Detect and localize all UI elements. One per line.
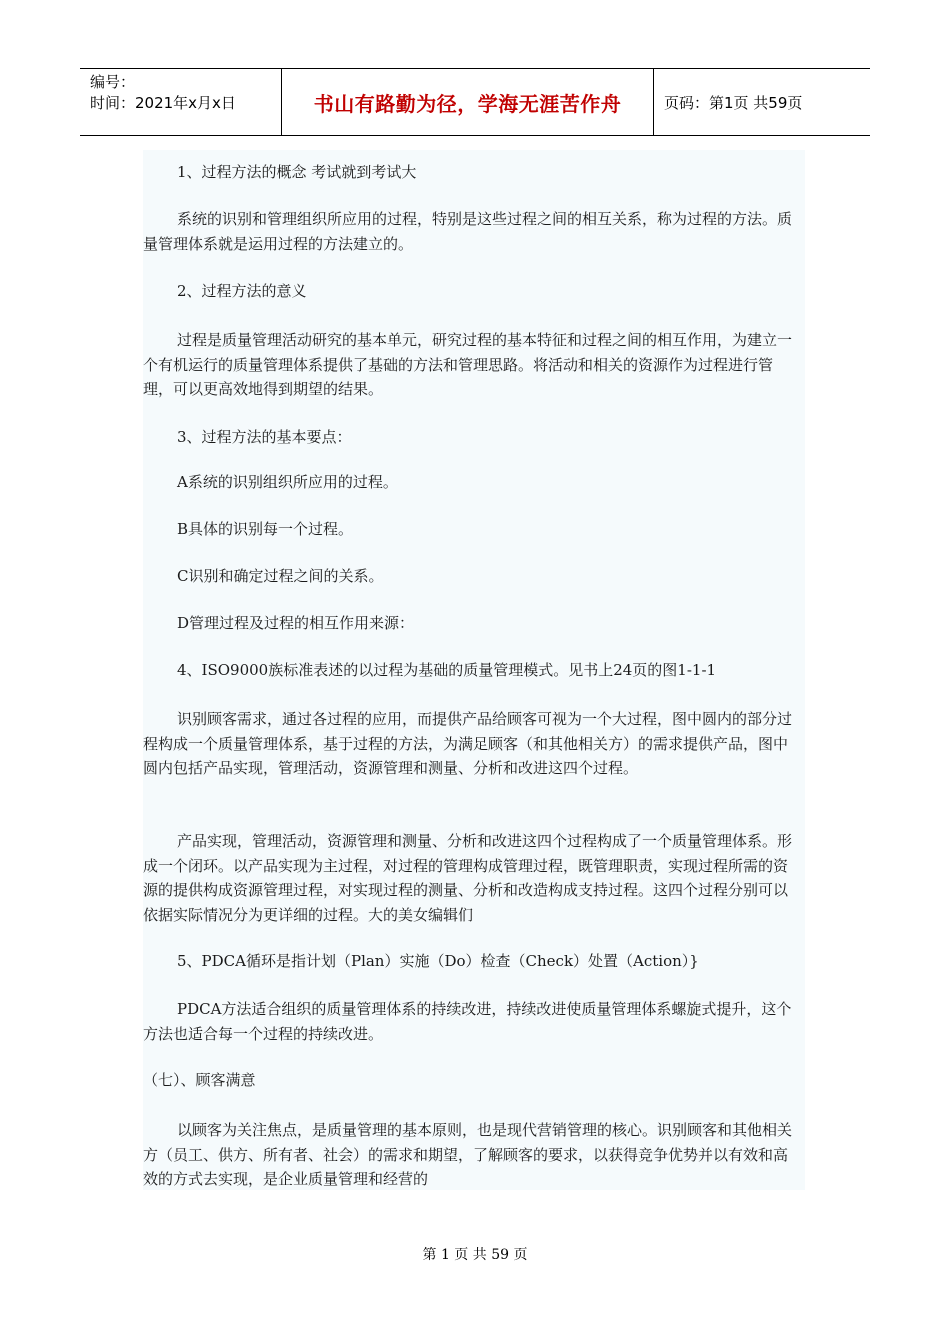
list-item-c: C识别和确定过程之间的关系。 — [177, 567, 384, 585]
page-header — [80, 68, 870, 136]
heading-3: 3、过程方法的基本要点： — [177, 428, 352, 446]
paragraph-2: 过程是质量管理活动研究的基本单元，研究过程的基本特征和过程之间的相互作用，为建立一个有机运行的质量管理体系提供了基础的方法和管理思路。将活动和相关的资源作为过程进行管理，可以更高效地得到期望的结果。 — [143, 331, 793, 398]
page-footer: 第 1 页 共 59 页 — [422, 1247, 528, 1263]
header-meta — [80, 69, 282, 135]
header-motto: 书山有路勤为径，学海无涯苦作舟 — [282, 69, 654, 135]
section-heading-customer-satisfaction: （七）、顾客满意 — [143, 1071, 256, 1089]
heading-2: 2、过程方法的意义 — [177, 282, 307, 300]
paragraph-4: 产品实现，管理活动，资源管理和测量、分析和改进这四个过程构成了一个质量管理体系。形成一个闭环。以产品实现为主过程，对过程的管理构成管理过程，既管理职责，实现过程所需的资源的提供构成资源管理过程，对实现过程的测量、分析和改造构成支持过程。这四个过程分别可以依据实际情况分为更详细的过程。大的美女编辑们 — [143, 832, 793, 924]
header-page-info: 页码：第1页 共59页 — [664, 93, 803, 112]
list-item-b: B具体的识别每一个过程。 — [177, 520, 354, 538]
paragraph-5: PDCA方法适合组织的质量管理体系的持续改进，持续改进使质量管理体系螺旋式提升，这个方法也适合每一个过程的持续改进。 — [143, 1000, 792, 1043]
heading-4: 4、ISO9000族标准表述的以过程为基础的质量管理模式。见书上24页的图1-1-1 — [177, 661, 717, 679]
paragraph-1: 系统的识别和管理组织所应用的过程，特别是这些过程之间的相互关系，称为过程的方法。质量管理体系就是运用过程的方法建立的。 — [143, 210, 793, 253]
paragraph-6: 以顾客为关注焦点，是质量管理的基本原则，也是现代营销管理的核心。识别顾客和其他相关方（员工、供方、所有者、社会）的需求和期望，了解顾客的要求，以获得竞争优势并以有效和高效的方式去实现，是企业质量管理和经营的 — [143, 1121, 793, 1188]
list-item-a: A系统的识别组织所应用的过程。 — [177, 473, 398, 491]
document-body — [143, 150, 805, 1190]
paragraph-3: 识别顾客需求，通过各过程的应用，而提供产品给顾客可视为一个大过程，图中圆内的部分过程构成一个质量管理体系，基于过程的方法，为满足顾客（和其他相关方）的需求提供产品，图中圆内包括产品实现，管理活动，资源管理和测量、分析和改进这四个过程。 — [143, 710, 793, 777]
list-item-d: D管理过程及过程的相互作用来源： — [177, 614, 415, 632]
document-time-label: 时间：2021年x月x日 — [90, 94, 236, 112]
document-number-label: 编号： — [90, 73, 136, 91]
heading-5: 5、PDCA循环是指计划（Plan）实施（Do）检查（Check）处置（Action）} — [177, 952, 699, 970]
heading-1: 1、过程方法的概念 考试就到考试大 — [177, 163, 417, 181]
